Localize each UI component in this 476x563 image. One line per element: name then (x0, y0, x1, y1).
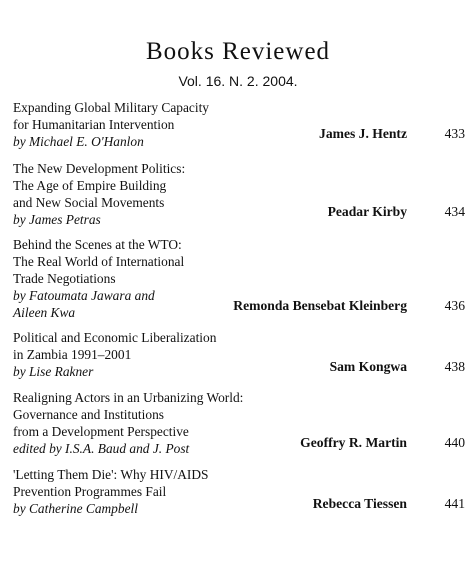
book-title-line: 'Letting Them Die': Why HIV/AIDS (13, 467, 209, 482)
book-title-line: Governance and Institutions (13, 407, 164, 422)
book-title-line: from a Development Perspective (13, 424, 189, 439)
book-title-line: The New Development Politics: (13, 161, 186, 176)
book-title-line: for Humanitarian Intervention (13, 117, 175, 132)
review-entry (13, 160, 465, 228)
book-title-line: The Real World of International (13, 254, 185, 269)
page-title: Books Reviewed (145, 38, 331, 65)
review-entry (13, 389, 465, 457)
book-author: by Fatoumata Jawara and (13, 288, 155, 303)
review-entry (13, 329, 465, 380)
reviewer-name: Geoffry R. Martin (300, 435, 407, 450)
reviewer-name: Sam Kongwa (329, 359, 407, 374)
review-entry (13, 99, 465, 150)
book-title-line: in Zambia 1991–2001 (13, 347, 132, 362)
book-title-line: Realigning Actors in an Urbanizing World: (13, 390, 244, 405)
reviewer-name: Remonda Bensebat Kleinberg (233, 298, 407, 313)
page-number: 440 (444, 435, 465, 450)
review-entry (13, 466, 465, 517)
book-author: by Lise Rakner (13, 364, 94, 379)
page-number: 438 (444, 359, 465, 374)
book-author: by Catherine Campbell (13, 501, 138, 516)
page-number: 434 (444, 204, 465, 219)
page-number: 433 (444, 126, 465, 141)
reviewer-name: Rebecca Tiessen (312, 496, 407, 511)
book-title-line: Behind the Scenes at the WTO: (13, 237, 182, 252)
reviewer-name: James J. Hentz (319, 126, 407, 141)
book-title-line: Political and Economic Liberalization (13, 330, 217, 345)
page-number: 436 (444, 298, 465, 313)
book-title-line: Trade Negotiations (13, 271, 116, 286)
volume-info: Vol. 16. N. 2. 2004. (178, 73, 298, 89)
book-title-line: Expanding Global Military Capacity (13, 100, 209, 115)
book-author: by Michael E. O'Hanlon (13, 134, 144, 149)
book-author: Aileen Kwa (13, 305, 76, 320)
reviewer-name: Peadar Kirby (327, 204, 407, 219)
book-title-line: The Age of Empire Building (13, 178, 167, 193)
book-author: edited by I.S.A. Baud and J. Post (13, 441, 190, 456)
page-number: 441 (444, 496, 465, 511)
book-title-line: Prevention Programmes Fail (13, 484, 167, 499)
review-entry (13, 236, 465, 321)
book-title-line: and New Social Movements (13, 195, 165, 210)
book-author: by James Petras (13, 212, 101, 227)
